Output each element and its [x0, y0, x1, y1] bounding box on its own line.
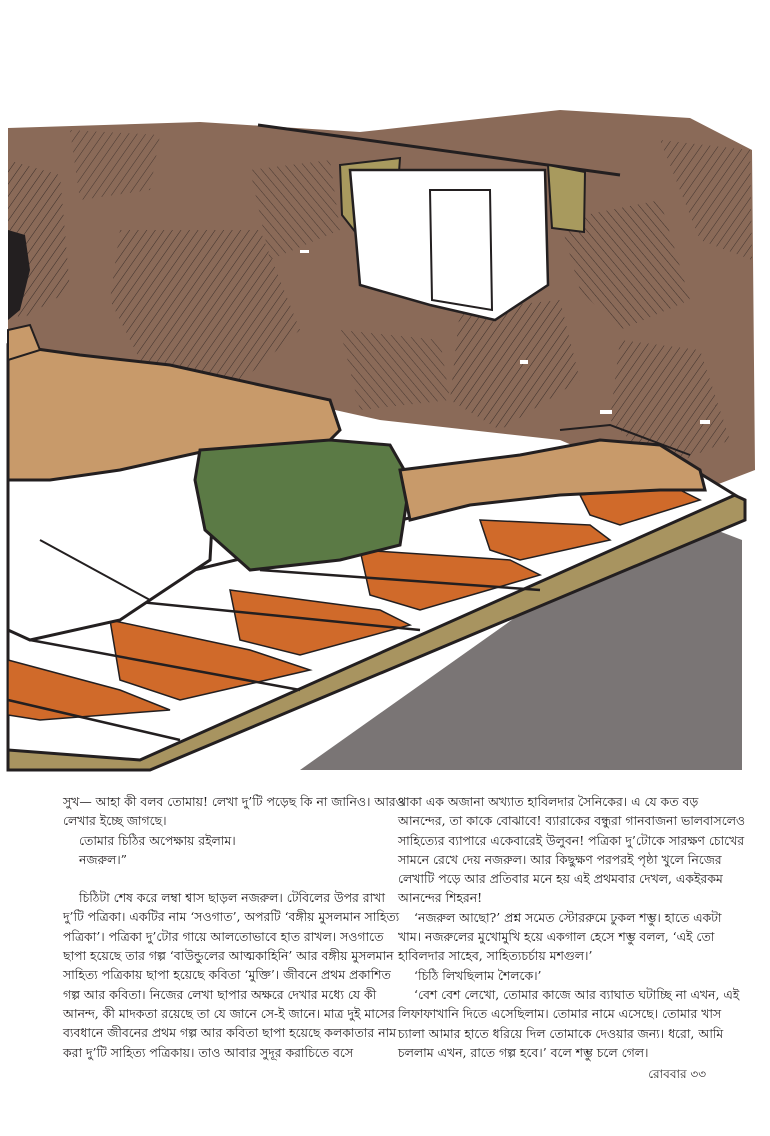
towel-right: [548, 165, 585, 232]
paragraph: ‘চিঠি লিখছিলাম শৈলকে।’: [414, 967, 542, 983]
shorts: [195, 440, 410, 570]
paragraph: নজরুল।”: [79, 851, 127, 867]
paragraph: থাকা এক অজানা অখ্যাত হাবিলদার সৈনিকের। এ যে কত বড় আনন্দের, তা কাকে বোঝাবে! ব্যারাকের বন্ধুরা গানবাজনা ভালবাসলেও সাহিত্যের ব্যাপারে একেবারেই উলুবন! পত্রিকা দু’টোকে সারক্ষণ চোখের সামনে রেখে দেয় নজরুল। আর কিছুক্ষণ পরপরই পৃষ্ঠা খুলে নিজের লেখাটি পড়ে আর প্রতিবার মনে হয় এই প্রথমবার দেখল, একইরকম আনন্দের শিহরন!: [398, 794, 746, 906]
paragraph: ‘বেশ বেশ লেখো, তোমার কাজে আর ব্যাঘাত ঘটাচ্ছি না এখন, এই লিফাফাখানি দিতে এসেছিলাম। তোমার নামে এসেছে। তোমার খাস চ্যালা আমার হাতে ধরিয়ে দিল তোমাকে দেওয়ার জন্য। ধরো, আমি চললাম এখন, রাতে গল্প হবে।’ বলে শম্ভু চলে গেল।: [398, 986, 740, 1060]
paragraph: ‘নজরুল আছো?’ প্রশ্ন সমেত স্টোররুমে ঢুকল শম্ভু। হাতে একটা খাম। নজরুলের মুখোমুখি হয়ে একগাল হেসে শম্ভু বলল, ‘এই তো হাবিলদার সাহেব, সাহিত্যচর্চায় মশগুল।’: [398, 909, 722, 964]
paragraph-gap: [63, 869, 408, 888]
paragraph: সুখ— আহা কী বলব তোমায়! লেখা দু’টি পড়েছ কি না জানিও। আরও লেখার ইচ্ছে জাগছে।: [63, 794, 405, 829]
page-folio: রোববার ৩৩: [648, 1067, 706, 1081]
paragraph: তোমার চিঠির অপেক্ষায় রইলাম।: [79, 832, 236, 848]
paragraph: চিঠিটা শেষ করে লম্বা শ্বাস ছাড়ল নজরুল। টেবিলের উপর রাখা দু’টি পত্রিকা। একটির নাম ‘সওগাত’, অপরটি ‘বঙ্গীয় মুসলমান সাহিত্য পত্রিকা’। পত্রিকা দু’টোর গায়ে আলতোভাবে হাত রাখল। সওগাতে ছাপা হয়েছে তার গল্প ‘বাউন্ডুলের আত্মকাহিনি’ আর বঙ্গীয় মুসলমান সাহিত্য পত্রিকায় ছাপা হয়েছে কবিতা ‘মুক্তি’। জীবনে প্রথম প্রকাশিত গল্প আর কবিতা। নিজের লেখা ছাপার অক্ষরে দেখার মধ্যে যে কী আনন্দ, কী মাদকতা রয়েছে তা যে জানে সে-ই জানে। মাত্র দুই মাসের ব্যবধানে জীবনের প্রথম গল্প আর কবিতা ছাপা হয়েছে কলকাতার নাম করা দু’টি সাহিত্য পত্রিকায়। তাও আবার সুদূর করাচিতে বসে: [63, 890, 400, 1060]
left-text-column: [63, 792, 408, 1062]
right-text-column: [398, 792, 748, 1062]
